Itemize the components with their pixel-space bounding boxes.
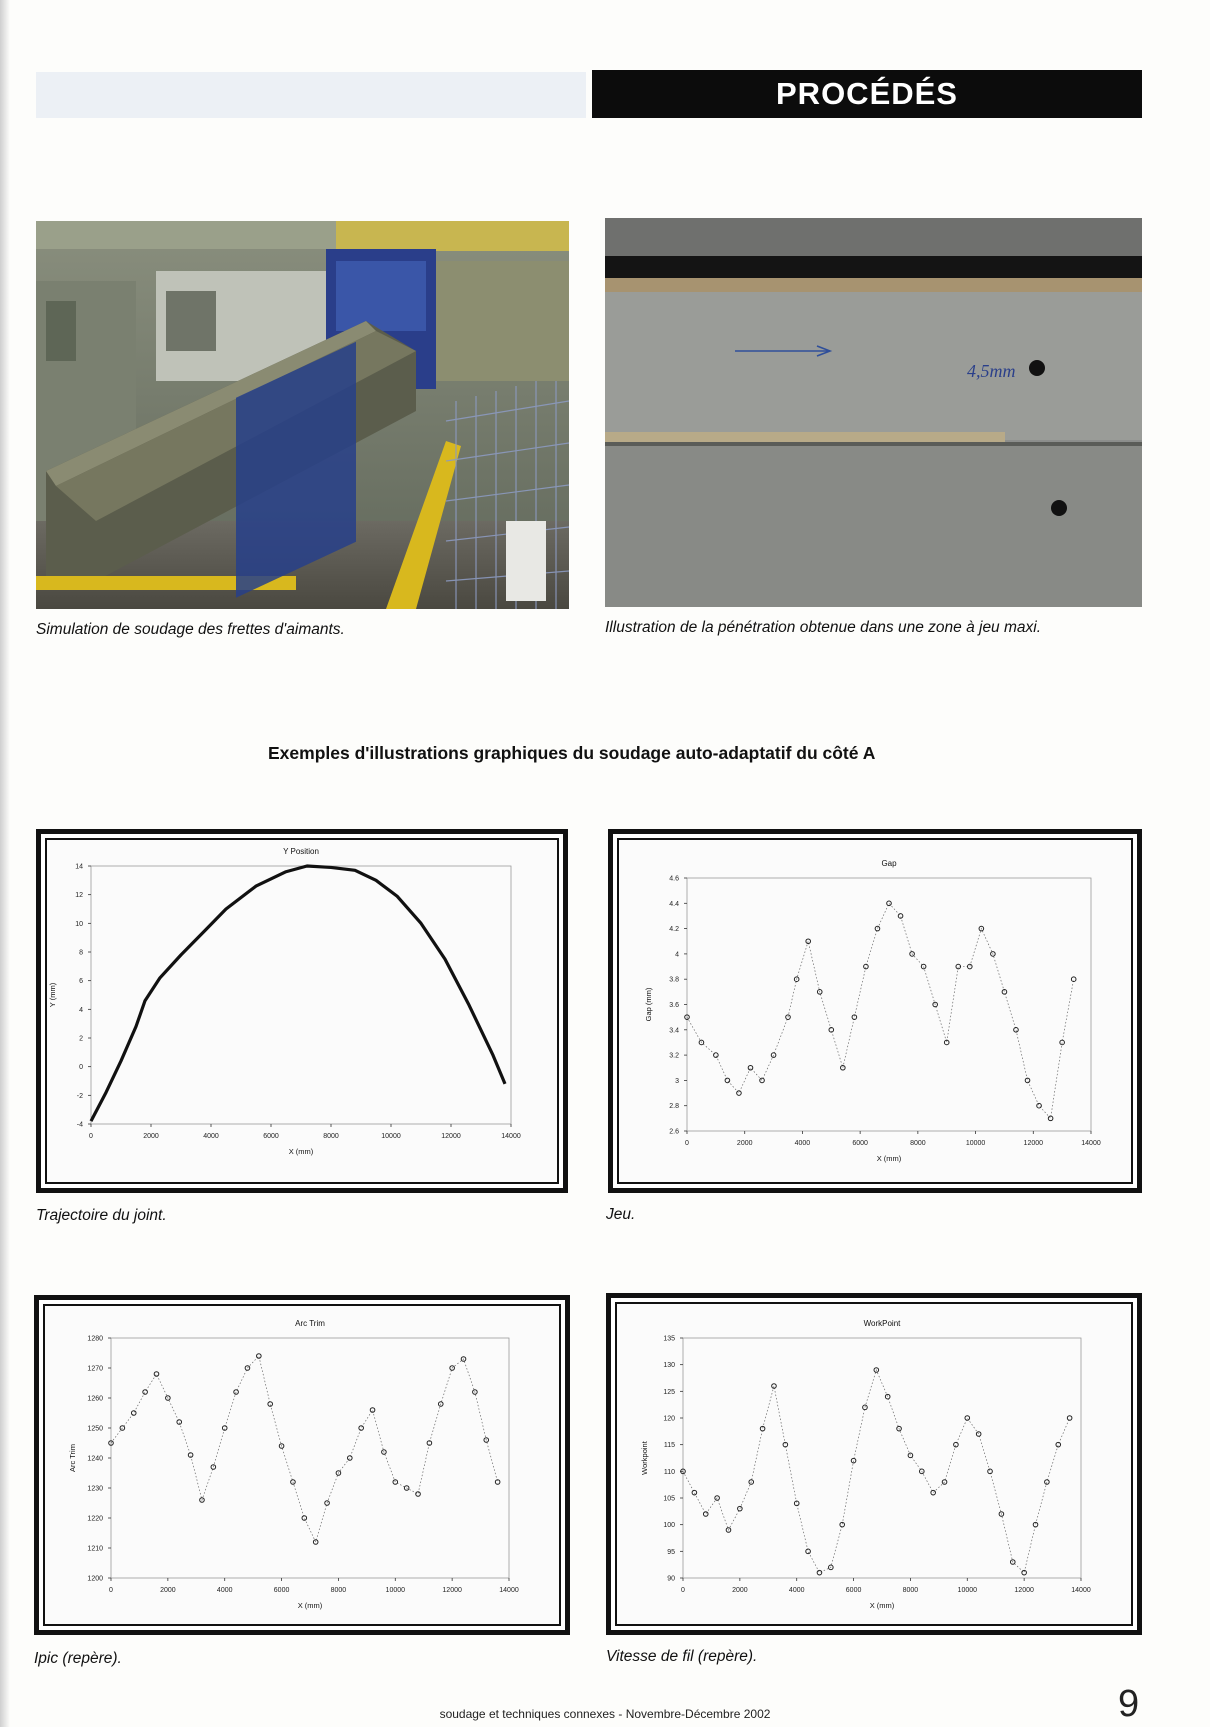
data-point	[692, 1490, 697, 1495]
y-tick-label: -2	[76, 1092, 83, 1100]
y-axis-label: Arc Trim	[68, 1444, 77, 1472]
y-tick-label: 105	[663, 1495, 675, 1503]
x-tick-label: 2000	[160, 1587, 176, 1594]
data-point	[359, 1426, 364, 1431]
plot-area	[683, 1338, 1081, 1578]
y-tick-label: 4.2	[669, 926, 679, 934]
y-tick-label: 3.4	[669, 1027, 679, 1035]
data-point	[898, 914, 903, 919]
x-tick-label: 10000	[957, 1587, 978, 1594]
y-tick-label: 14	[75, 863, 83, 871]
data-point	[851, 1458, 856, 1463]
data-point	[1002, 990, 1007, 995]
y-tick-label: 1250	[87, 1425, 103, 1433]
data-point	[1056, 1442, 1061, 1447]
y-tick-label: 95	[667, 1548, 675, 1556]
x-tick-label: 8000	[910, 1140, 926, 1147]
x-tick-label: 0	[685, 1140, 689, 1147]
y-axis-label: Gap (mm)	[644, 987, 653, 1022]
data-point	[714, 1053, 719, 1058]
data-point	[725, 1078, 730, 1083]
data-point	[806, 1549, 811, 1554]
data-point	[908, 1453, 913, 1458]
welding-simulation-photo	[36, 221, 569, 609]
y-tick-label: 4.6	[669, 875, 679, 883]
y-tick-label: 125	[663, 1388, 675, 1396]
data-point	[143, 1390, 148, 1395]
chart-title: Y Position	[283, 847, 319, 856]
series-line	[91, 866, 505, 1121]
y-tick-label: 4	[79, 1006, 83, 1014]
y-tick-label: 4.4	[669, 900, 679, 908]
x-tick-label: 8000	[330, 1587, 347, 1594]
y-tick-label: 135	[663, 1335, 675, 1343]
data-point	[188, 1453, 193, 1458]
plot-area	[91, 866, 511, 1124]
chart-arc-trim-plot	[39, 1300, 565, 1630]
data-point	[313, 1540, 318, 1545]
data-point	[772, 1384, 777, 1389]
y-tick-label: 3.6	[669, 1002, 679, 1009]
y-tick-label: 4	[675, 951, 679, 959]
data-point	[416, 1492, 421, 1497]
y-tick-label: 12	[75, 892, 83, 900]
y-axis-label: Workpoint	[640, 1441, 649, 1475]
data-point	[968, 964, 973, 969]
data-point	[885, 1394, 890, 1399]
data-point	[875, 926, 880, 931]
x-tick-label: 6000	[273, 1587, 290, 1594]
data-point	[495, 1480, 500, 1485]
y-tick-label: 90	[667, 1575, 675, 1583]
y-tick-label: 120	[663, 1415, 675, 1423]
y-tick-label: 115	[663, 1442, 675, 1450]
x-tick-label: 12000	[1023, 1140, 1044, 1147]
data-point	[852, 1015, 857, 1020]
chart-gap-caption: Jeu.	[606, 1206, 636, 1223]
chart-trajectory-caption: Trajectoire du joint.	[36, 1207, 167, 1224]
data-point	[222, 1426, 227, 1431]
data-point	[1014, 1028, 1019, 1033]
section-header	[592, 70, 1142, 118]
data-point	[1048, 1116, 1053, 1121]
data-point	[177, 1420, 182, 1425]
x-tick-label: 10000	[381, 1133, 401, 1140]
x-tick-label: 2000	[732, 1587, 748, 1594]
chart-workpoint-caption: Vitesse de fil (repère).	[606, 1648, 758, 1665]
data-point	[965, 1416, 970, 1421]
x-tick-label: 4000	[794, 1140, 811, 1147]
y-tick-label: 3	[675, 1077, 679, 1085]
x-axis-label: X (mm)	[869, 1601, 895, 1610]
x-tick-label: 6000	[845, 1587, 862, 1594]
y-tick-label: 0	[79, 1064, 83, 1072]
chart-title: Arc Trim	[295, 1319, 325, 1328]
data-point	[1067, 1416, 1072, 1421]
plot-area	[687, 878, 1091, 1131]
chart-trajectory-plot	[41, 834, 563, 1188]
x-axis-label: X (mm)	[297, 1601, 323, 1610]
data-point	[1045, 1480, 1050, 1485]
x-tick-label: 12000	[441, 1133, 461, 1140]
plot-area	[111, 1338, 509, 1578]
data-point	[931, 1490, 936, 1495]
y-tick-label: 3.8	[669, 976, 679, 984]
x-tick-label: 8000	[902, 1587, 919, 1594]
chart-title: WorkPoint	[863, 1319, 901, 1328]
x-tick-label: 0	[681, 1587, 685, 1594]
chart-arc-trim	[34, 1295, 570, 1635]
section-title: Exemples d'illustrations graphiques du soudage auto-adaptatif du côté A	[268, 743, 876, 763]
y-tick-label: 1230	[87, 1485, 103, 1493]
data-point	[427, 1441, 432, 1446]
data-point	[348, 1456, 353, 1461]
data-point	[393, 1480, 398, 1485]
page-number: 9	[1118, 1683, 1140, 1725]
x-tick-label: 0	[89, 1133, 93, 1140]
chart-title: Gap	[881, 859, 897, 868]
data-point	[1037, 1103, 1042, 1108]
data-point	[737, 1091, 742, 1096]
data-point	[976, 1432, 981, 1437]
y-tick-label: 2	[79, 1035, 83, 1043]
y-tick-label: 10	[75, 920, 83, 928]
y-tick-label: 1210	[87, 1545, 103, 1553]
y-tick-label: 1200	[87, 1575, 103, 1583]
data-point	[817, 1570, 822, 1575]
data-point	[806, 939, 811, 944]
data-point	[703, 1512, 708, 1517]
left-photo-caption: Simulation de soudage des frettes d'aimants.	[36, 621, 345, 638]
x-tick-label: 4000	[203, 1133, 219, 1140]
y-tick-label: 1220	[87, 1515, 103, 1523]
data-point	[131, 1411, 136, 1416]
chart-arc-trim-caption: Ipic (repère).	[34, 1650, 122, 1667]
weld-penetration-photo	[605, 218, 1142, 607]
data-point	[1025, 1078, 1030, 1083]
bleed-through-band	[36, 72, 586, 118]
x-tick-label: 14000	[1071, 1587, 1091, 1594]
page-edge-shadow	[0, 0, 10, 1727]
right-photo-caption: Illustration de la pénétration obtenue dans une zone à jeu maxi.	[605, 619, 1042, 636]
x-tick-label: 12000	[1014, 1587, 1034, 1594]
data-point	[268, 1402, 273, 1407]
data-point	[1022, 1570, 1027, 1575]
x-axis-label: X (mm)	[876, 1154, 902, 1163]
y-axis-label: Y (mm)	[48, 982, 57, 1008]
chart-workpoint	[606, 1293, 1142, 1635]
chart-trajectory	[36, 829, 568, 1193]
data-point	[760, 1078, 765, 1083]
penetration-annotation: 4,5mm	[967, 361, 1016, 381]
y-tick-label: 8	[79, 949, 83, 957]
x-tick-label: 12000	[442, 1587, 462, 1594]
section-header-title: PROCÉDÉS	[776, 76, 958, 111]
y-tick-label: 1260	[87, 1395, 103, 1403]
y-tick-label: 110	[663, 1468, 675, 1476]
x-tick-label: 4000	[216, 1587, 233, 1594]
data-point	[887, 901, 892, 906]
chart-gap	[608, 829, 1142, 1193]
y-tick-label: 130	[663, 1362, 675, 1370]
y-tick-label: 100	[663, 1522, 675, 1530]
series-trace	[687, 903, 1074, 1118]
data-point	[370, 1408, 375, 1413]
data-point	[748, 1065, 753, 1070]
data-point	[864, 964, 869, 969]
x-tick-label: 10000	[385, 1587, 406, 1594]
data-point	[841, 1065, 846, 1070]
x-axis-label: X (mm)	[288, 1147, 314, 1156]
x-tick-label: 6000	[263, 1133, 279, 1140]
data-point	[988, 1469, 993, 1474]
data-point	[1033, 1522, 1038, 1527]
x-tick-label: 4000	[788, 1587, 805, 1594]
x-tick-label: 6000	[852, 1140, 868, 1147]
y-tick-label: 3.2	[669, 1052, 679, 1060]
x-tick-label: 2000	[736, 1140, 753, 1147]
x-tick-label: 2000	[143, 1133, 159, 1140]
y-tick-label: 1280	[87, 1335, 103, 1343]
y-tick-label: 2.8	[669, 1103, 679, 1111]
y-tick-label: -4	[76, 1121, 83, 1129]
data-point	[234, 1390, 239, 1395]
chart-workpoint-plot	[611, 1298, 1137, 1630]
data-point	[760, 1426, 765, 1431]
x-tick-label: 10000	[965, 1140, 986, 1147]
x-tick-label: 14000	[501, 1133, 521, 1140]
x-tick-label: 0	[109, 1587, 113, 1594]
page-footer: soudage et techniques connexes - Novembre-Décembre 2002	[439, 1707, 771, 1721]
x-tick-label: 14000	[1081, 1140, 1101, 1147]
x-tick-label: 14000	[499, 1587, 519, 1594]
data-point	[154, 1372, 159, 1377]
y-tick-label: 2.6	[669, 1128, 679, 1136]
series-trace	[683, 1370, 1070, 1573]
data-point	[257, 1354, 262, 1359]
y-tick-label: 6	[79, 978, 83, 986]
data-point	[302, 1516, 307, 1521]
x-tick-label: 8000	[323, 1133, 339, 1140]
data-point	[954, 1442, 959, 1447]
chart-gap-plot	[613, 834, 1137, 1188]
series-trace	[111, 1356, 498, 1542]
y-tick-label: 1240	[87, 1455, 103, 1463]
y-tick-label: 1270	[87, 1365, 103, 1373]
data-point	[829, 1028, 834, 1033]
